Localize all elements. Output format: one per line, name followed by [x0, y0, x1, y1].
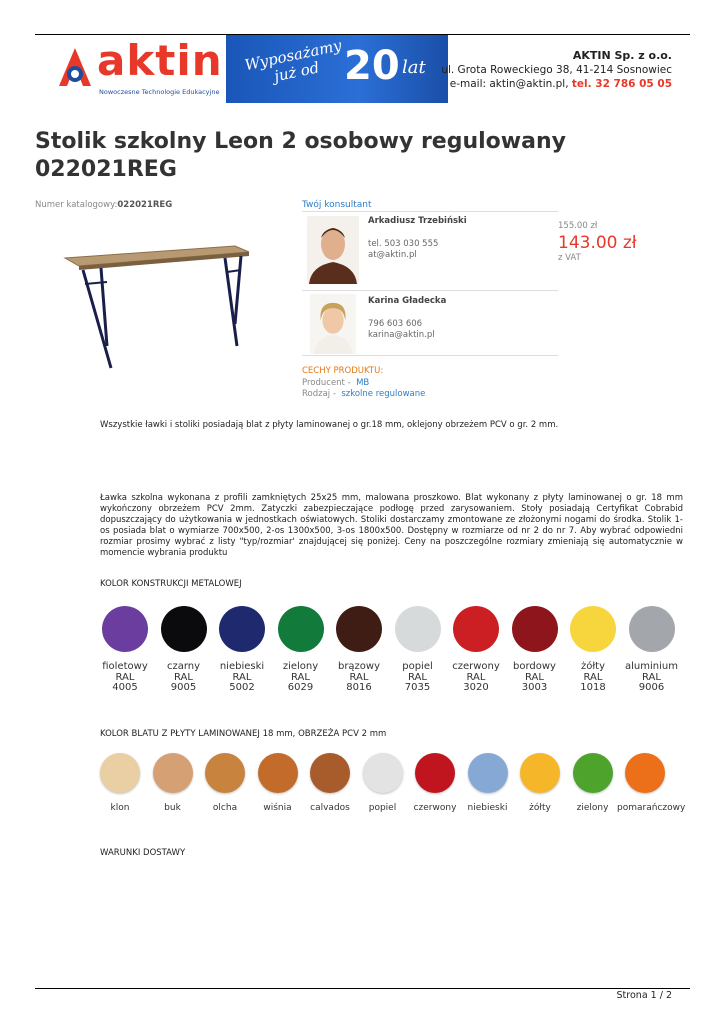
consultant-photo-avatar [307, 294, 359, 354]
consultant-card [302, 212, 558, 288]
metal-color-swatch [153, 606, 215, 694]
metal-color-swatch [270, 606, 332, 694]
color-dot [520, 753, 560, 793]
swatch-code: 6029 [287, 682, 314, 693]
type-label: Rodzaj - [302, 389, 336, 399]
consultant-phone[interactable]: tel. 503 030 555 [368, 239, 439, 249]
swatch-name: niebieski [467, 803, 508, 813]
swatch-name: brązowy [337, 661, 381, 672]
swatch-name: żółty [580, 661, 606, 672]
company-email[interactable]: e-mail: aktin@aktin.pl, [449, 78, 569, 90]
consultant-photo-avatar [307, 216, 359, 284]
swatch-label [387, 662, 449, 694]
swatch-code: 3020 [463, 682, 489, 693]
top-color-swatch [355, 753, 411, 813]
color-dot [363, 753, 403, 793]
swatch-ral: RAL [291, 671, 310, 683]
swatch-ral: RAL [583, 671, 603, 683]
top-color-swatch [197, 753, 253, 813]
company-address: ul. Grota Roweckiego 38, 41-214 Sosnowiec [441, 64, 672, 76]
color-dot [453, 606, 499, 652]
catalog-number [35, 200, 172, 210]
top-color-swatch [92, 753, 148, 813]
swatch-code: 9005 [170, 682, 197, 693]
top-color-swatch [565, 753, 621, 813]
consultant-contact [368, 239, 438, 261]
color-dot [310, 753, 350, 793]
color-dot [100, 753, 140, 793]
color-dot [153, 753, 193, 793]
long-description: Ławka szkolna wykonana z profili zamkniętych 25x25 mm, malowana proszkowo. Blat wykonany z płyty laminowanej o gr. 18 mm wykończony obrzeżem PCV 2mm. Zatyczki zabezpieczające podłogę przed zarysowaniem. Stoły posiadają Certyfikat Cobrabid dopuszczający do użytkowania w jednostkach oświatowych. Stoliki dostarczamy zmontowane ze złożonymi nogami do środka. Stolik 1-os posiada blat o wymiarze 700x500, 2-os 1300x500, 3-os 1800x500. Dostępny w rozmiarze od nr 2 do nr 7. Aby wybrać odpowiedni rozmiar prosimy wybrać z listy "typ/rozmiar' znajdującej się poniżej. Ceny na poszczególne rozmiary zmieniają się automatycznie w momencie wybrania produktu [100, 493, 683, 558]
swatch-name: czarny [166, 661, 201, 672]
swatch-ral: RAL [525, 671, 544, 683]
aktin-logo[interactable] [55, 36, 225, 98]
color-dot [336, 606, 382, 652]
swatch-name: bordowy [513, 661, 556, 672]
swatch-label [94, 662, 156, 694]
swatch-ral: RAL [115, 671, 135, 683]
color-dot [102, 606, 148, 652]
swatch-code: 5002 [229, 682, 255, 693]
company-phone[interactable]: tel. 32 786 05 05 [571, 78, 672, 90]
color-dot [625, 753, 665, 793]
swatch-label [211, 662, 273, 694]
color-dot [219, 606, 265, 652]
swatch-label [328, 662, 390, 694]
top-color-swatch [407, 753, 463, 813]
feature-producer [302, 378, 425, 390]
swatch-code: 3003 [521, 682, 548, 693]
top-colors-heading: KOLOR BLATU Z PŁYTY LAMINOWANEJ 18 mm, OBRZEŻA PCV 2 mm [100, 729, 387, 739]
swatch-code: 1018 [580, 682, 606, 693]
top-color-swatch [617, 753, 686, 813]
consultant-contact [368, 319, 435, 341]
product-image [55, 228, 255, 378]
swatch-name: czerwony [413, 803, 457, 813]
anniversary-banner [226, 35, 448, 103]
swatch-name: pomarańczowy [617, 803, 686, 813]
swatch-name: calvados [310, 803, 350, 813]
swatch-name: żółty [529, 803, 551, 813]
catalog-label: Numer katalogowy: [35, 200, 118, 210]
short-description: Wszystkie ławki i stoliki posiadają blat z płyty laminowanej o gr.18 mm, oklejony obrzeżem PCV o gr. 2 mm. [100, 420, 559, 430]
swatch-ral: RAL [466, 671, 486, 683]
top-color-swatch [145, 753, 201, 813]
company-contact [441, 77, 672, 91]
consultant-email[interactable]: karina@aktin.pl [368, 330, 435, 340]
color-dot [573, 753, 613, 793]
swatch-name: popiel [402, 661, 433, 672]
metal-colors-heading: KOLOR KONSTRUKCJI METALOWEJ [100, 579, 242, 589]
swatch-code: 7035 [404, 682, 431, 693]
swatch-name: klon [110, 803, 130, 813]
swatch-label [562, 662, 624, 694]
color-dot [415, 753, 455, 793]
company-name: AKTIN Sp. z o.o. [572, 49, 672, 62]
swatch-label [621, 662, 683, 694]
swatch-name: zielony [576, 803, 609, 813]
color-dot [205, 753, 245, 793]
swatch-ral: RAL [174, 671, 193, 683]
bottom-rule [35, 988, 690, 989]
producer-link[interactable]: MB [356, 377, 370, 388]
producer-label: Producent - [302, 377, 351, 388]
logo-wordmark: aktin [97, 36, 223, 85]
top-color-swatches [100, 753, 690, 818]
banner-number: 20 [344, 43, 400, 89]
top-color-swatch [302, 753, 358, 813]
metal-color-swatch [621, 606, 683, 694]
swatch-ral: RAL [349, 671, 369, 683]
price-old: 155.00 zł [558, 221, 598, 231]
swatch-ral: RAL [232, 671, 252, 683]
consultant-heading: Twój konsultant [302, 200, 372, 210]
banner-script-text: Wyposażamy już od [243, 36, 344, 86]
color-dot [468, 753, 508, 793]
color-dot [395, 606, 441, 652]
swatch-name: zielony [282, 661, 319, 672]
consultant-divider [302, 355, 558, 356]
feature-type [302, 389, 425, 401]
metal-color-swatch [504, 606, 566, 694]
logo-tagline: Nowoczesne Technologie Edukacyjne [99, 88, 220, 96]
swatch-name: fioletowy [102, 661, 148, 672]
swatch-name: buk [164, 803, 181, 813]
swatch-name: niebieski [219, 661, 265, 672]
type-link[interactable]: szkolne regulowane [341, 389, 426, 399]
swatch-name: olcha [212, 803, 238, 813]
swatch-label [153, 662, 215, 694]
swatch-ral: RAL [642, 671, 661, 683]
banner-suffix: lat [402, 57, 426, 78]
company-info [441, 49, 672, 91]
price-current: 143.00 zł [558, 233, 637, 253]
metal-color-swatches [100, 606, 690, 701]
catalog-value: 022021REG [117, 200, 173, 210]
top-color-swatch [250, 753, 306, 813]
consultant-email[interactable]: at@aktin.pl [368, 250, 417, 260]
consultant-phone[interactable]: 796 603 606 [368, 319, 423, 329]
swatch-label [504, 662, 566, 694]
consultant-name: Karina Gładecka [368, 296, 447, 306]
delivery-heading: WARUNKI DOSTAWY [100, 848, 186, 858]
color-dot [278, 606, 324, 652]
metal-color-swatch [562, 606, 624, 694]
consultant-card [302, 292, 558, 368]
swatch-code: 9006 [638, 682, 665, 693]
swatch-code: 4005 [112, 682, 138, 693]
color-dot [570, 606, 616, 652]
swatch-label [270, 662, 332, 694]
color-dot [258, 753, 298, 793]
swatch-name: czerwony [452, 661, 500, 672]
metal-color-swatch [387, 606, 449, 694]
top-color-swatch [512, 753, 568, 813]
swatch-label [445, 662, 507, 694]
metal-color-swatch [211, 606, 273, 694]
page-number: Strona 1 / 2 [616, 990, 672, 1001]
color-dot [161, 606, 207, 652]
features-heading: CECHY PRODUKTU: [302, 366, 384, 376]
price-vat-note: z VAT [558, 253, 581, 263]
metal-color-swatch [445, 606, 507, 694]
consultant-divider [302, 290, 558, 291]
aktin-a-icon [55, 46, 95, 90]
top-color-swatch [460, 753, 516, 813]
product-features [302, 366, 425, 401]
swatch-code: 8016 [346, 682, 372, 693]
swatch-name: aluminium [625, 661, 678, 672]
metal-color-swatch [328, 606, 390, 694]
swatch-name: wiśnia [263, 803, 292, 813]
swatch-ral: RAL [408, 671, 427, 683]
consultant-name: Arkadiusz Trzebiński [368, 216, 467, 226]
color-dot [512, 606, 558, 652]
metal-color-swatch [94, 606, 156, 694]
swatch-name: popiel [368, 803, 397, 813]
product-title: Stolik szkolny Leon 2 osobowy regulowany 022021REG [35, 129, 566, 182]
color-dot [629, 606, 675, 652]
